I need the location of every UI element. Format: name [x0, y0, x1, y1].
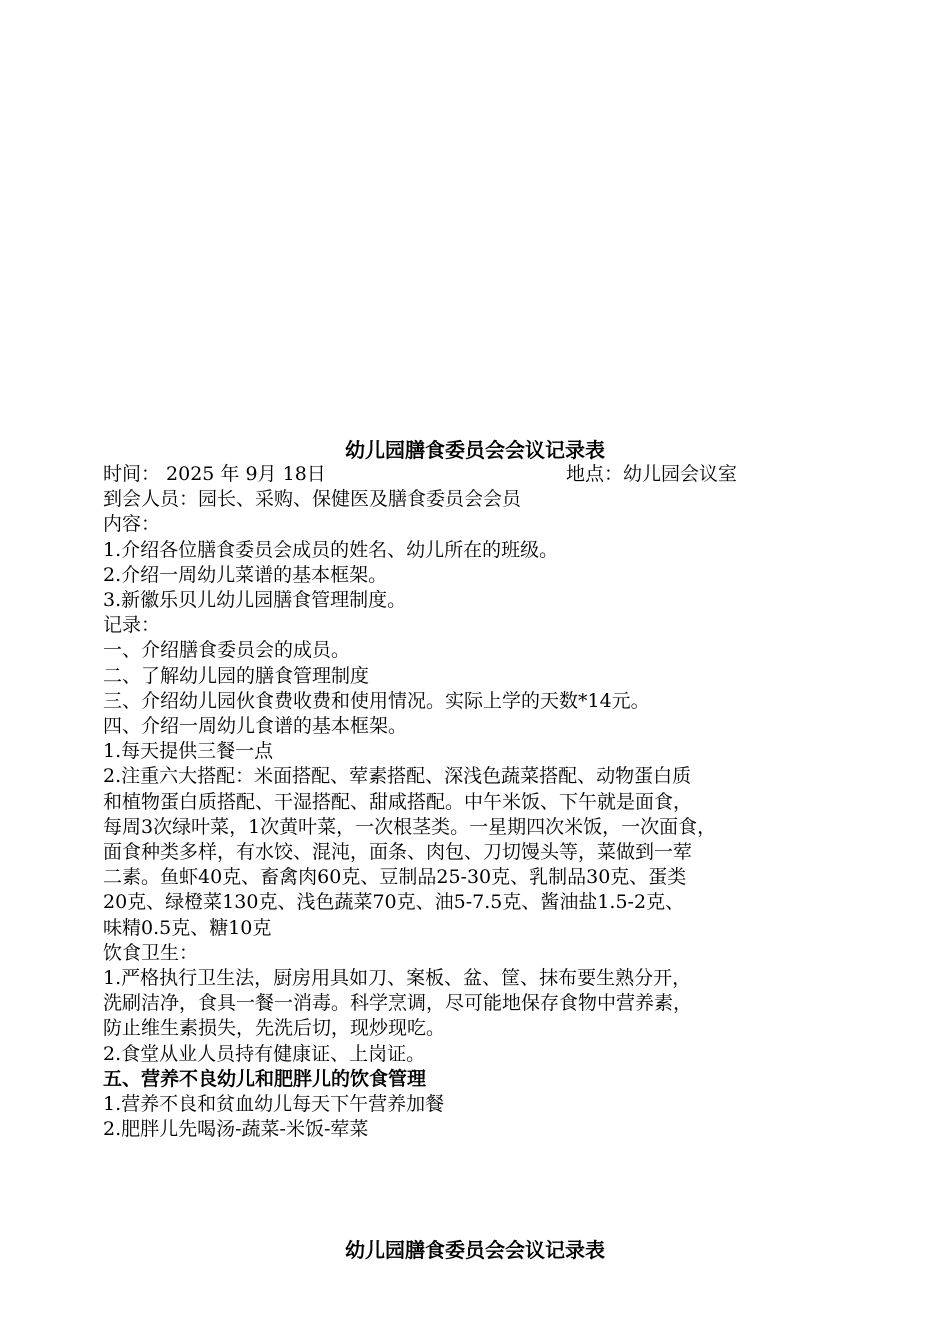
record-sub-item: 1.每天提供三餐一点	[103, 740, 274, 763]
pairing-line: 味精0.5克、糖10克	[103, 916, 272, 939]
record-section: 二、了解幼儿园的膳食管理制度	[103, 664, 370, 687]
hygiene-line: 2.食堂从业人员持有健康证、上岗证。	[103, 1042, 426, 1065]
document-title: 幼儿园膳食委员会会议记录表	[345, 438, 605, 462]
meta-row	[103, 462, 903, 487]
pairing-line: 二素。鱼虾40克、畜禽肉60克、豆制品25-30克、乳制品30克、蛋类	[103, 866, 687, 889]
pairing-line: 每周3次绿叶菜，1次黄叶菜，一次根茎类。一星期四次米饭，一次面食，	[103, 815, 717, 838]
record-section: 三、介绍幼儿园伙食费收费和使用情况。实际上学的天数*14元。	[103, 689, 650, 712]
meeting-place: 地点：幼儿园会议室	[566, 463, 738, 485]
content-item: 3.新徽乐贝儿幼儿园膳食管理制度。	[103, 589, 407, 611]
pairing-line: 和植物蛋白质搭配、干湿搭配、甜咸搭配。中午米饭、下午就是面食，	[103, 790, 693, 813]
pairing-line: 面食种类多样，有水饺、混沌，面条、肉包、刀切馒头等，菜做到一荤	[103, 841, 693, 864]
record-section: 一、介绍膳食委员会的成员。	[103, 639, 351, 662]
content-item: 2.介绍一周幼儿菜谱的基本框架。	[103, 563, 388, 586]
second-document-title: 幼儿园膳食委员会会议记录表	[345, 1238, 605, 1262]
meeting-time: 时间： 2025 年 9月 18日	[103, 463, 326, 485]
pairing-line: 2.注重六大搭配：米面搭配、荤素搭配、深浅色蔬菜搭配、动物蛋白质	[103, 765, 692, 788]
content-item: 1.介绍各位膳食委员会成员的姓名、幼儿所在的班级。	[103, 538, 559, 561]
pairing-line: 20克、绿橙菜130克、浅色蔬菜70克、油5-7.5克、酱油盐1.5-2克、	[103, 891, 685, 914]
hygiene-line: 1.严格执行卫生法，厨房用具如刀、案板、盆、筐、抹布要生熟分开，	[103, 967, 692, 990]
nutrition-heading: 五、营养不良幼儿和肥胖儿的饮食管理	[103, 1067, 427, 1090]
nutrition-line: 2.肥胖儿先喝汤-蔬菜-米饭-荤菜	[103, 1118, 369, 1141]
document-body	[103, 462, 903, 1142]
record-section: 四、介绍一周幼儿食谱的基本框架。	[103, 715, 408, 738]
content-heading: 内容：	[103, 513, 161, 536]
record-heading: 记录：	[103, 614, 161, 637]
nutrition-line: 1.营养不良和贫血幼儿每天下午营养加餐	[103, 1093, 445, 1116]
hygiene-line: 洗刷洁净，食具一餐一消毒。科学烹调，尽可能地保存食物中营养素，	[103, 992, 693, 1015]
hygiene-heading: 饮食卫生：	[103, 941, 199, 964]
attendees: 到会人员：园长、采购、保健医及膳食委员会会员	[103, 488, 522, 511]
hygiene-line: 防止维生素损失，先洗后切，现炒现吃。	[103, 1017, 446, 1040]
